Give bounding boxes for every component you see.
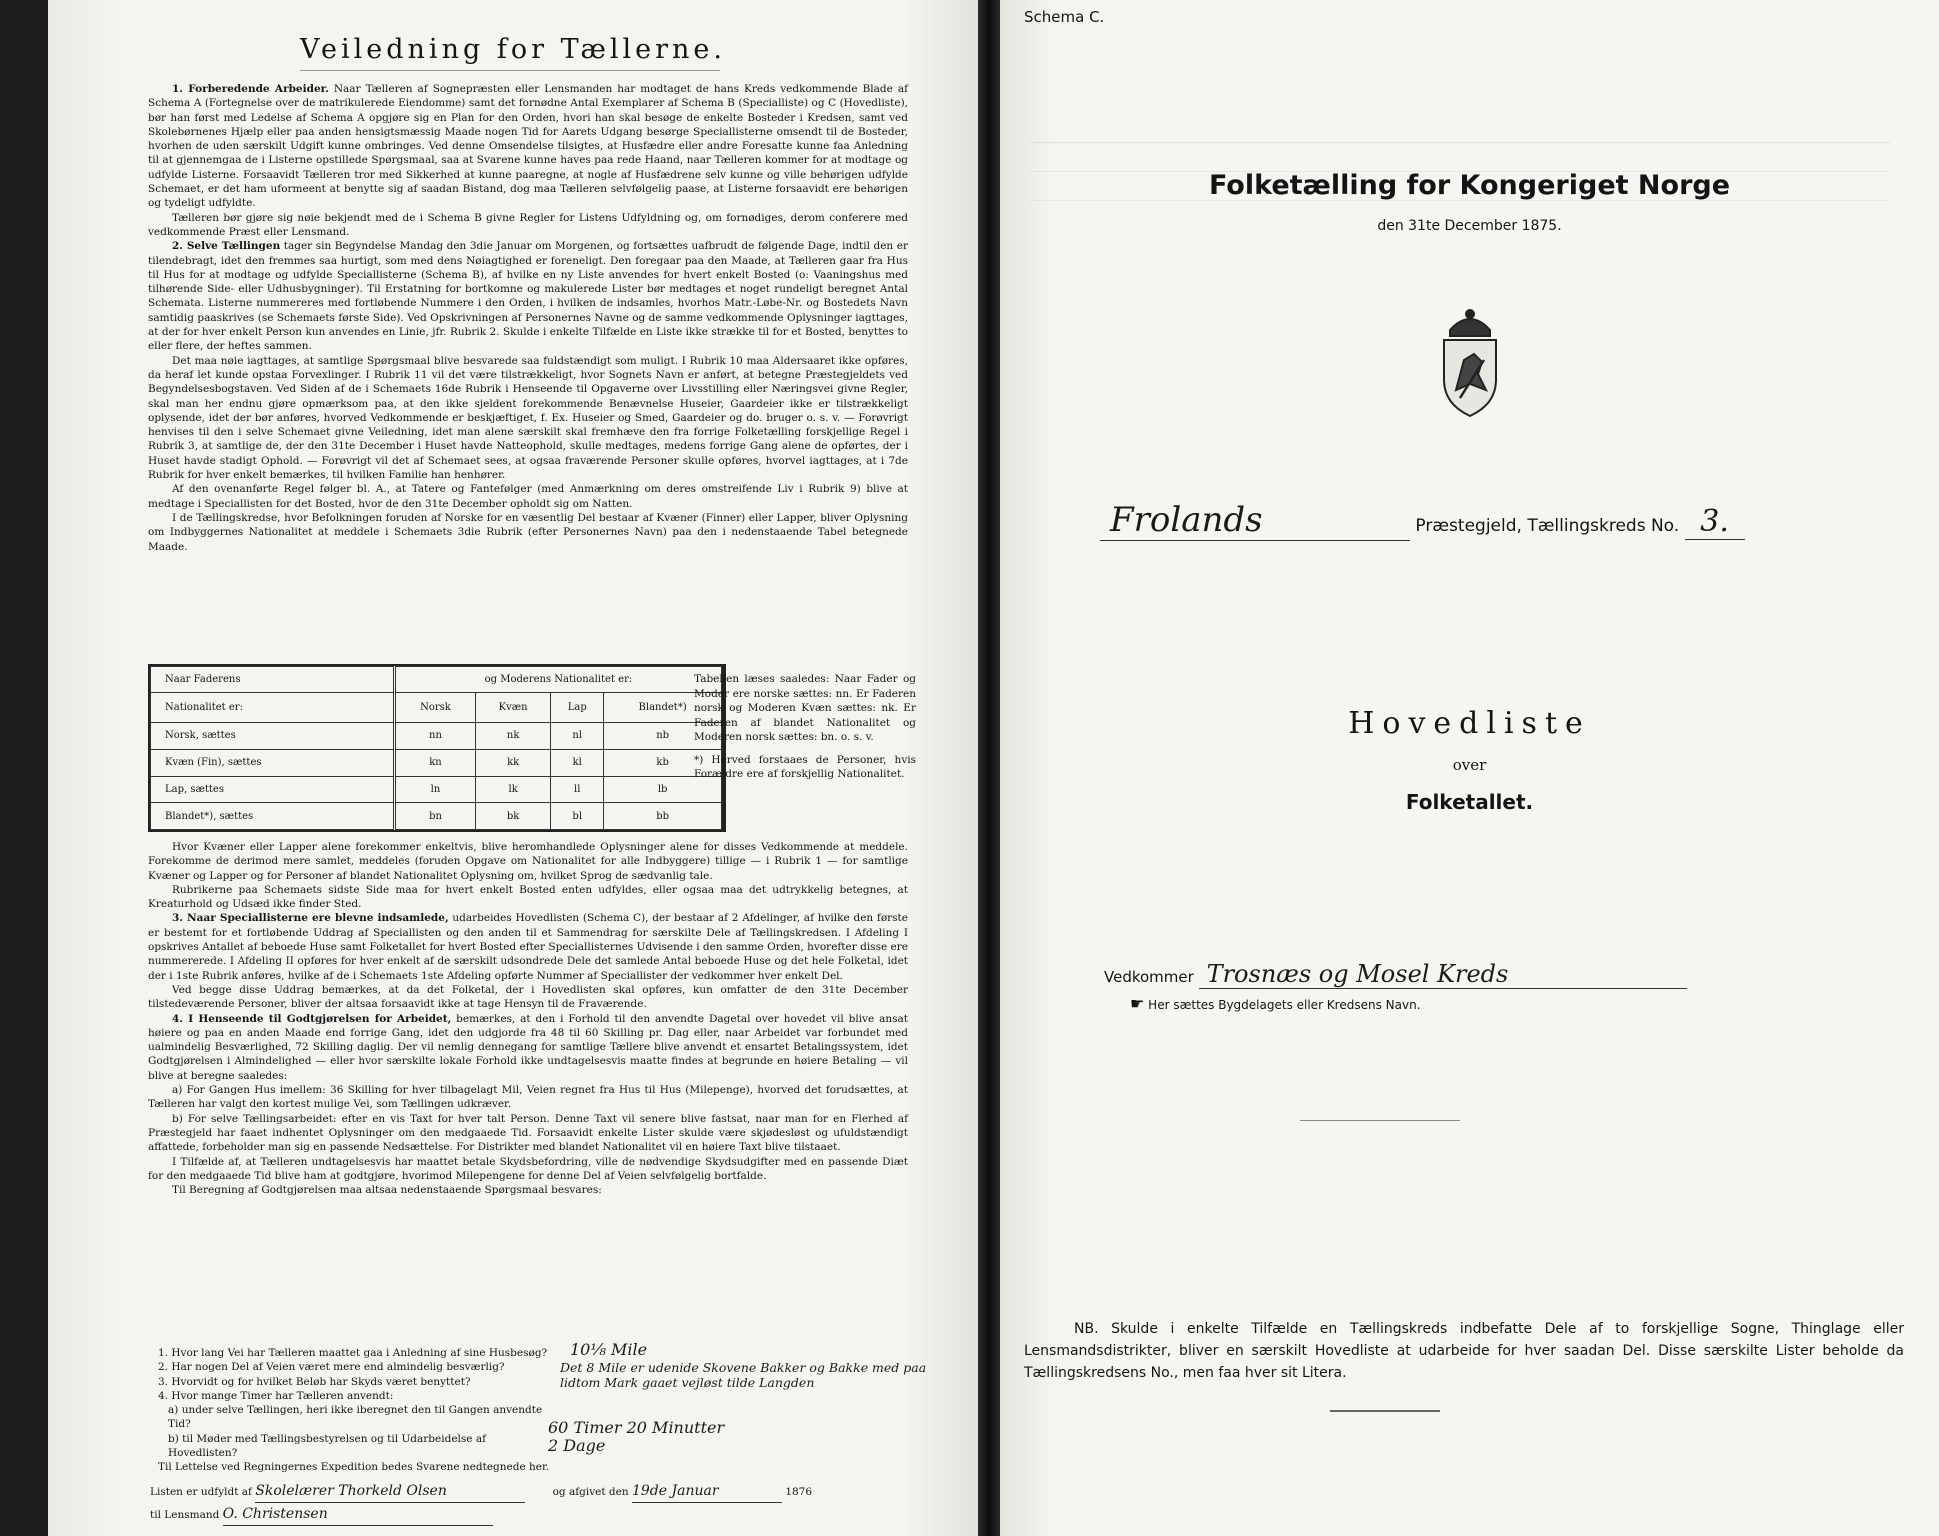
- questions-list: [158, 1346, 558, 1475]
- side-note-1: Tabellen læses saaledes: Naar Fader og Moder ere norske sættes: nn. Er Faderen norsk og Moderen Kvæn sættes: nk. Er Faderen af blandet Nationalitet og Moderen norsk sættes: bn. o. s. v.: [694, 673, 916, 743]
- vedkommer-value: Trosnæs og Mosel Kreds: [1199, 960, 1687, 989]
- table-side-note: [694, 672, 916, 782]
- answer-4b: 2 Dage: [548, 1436, 606, 1455]
- section-2-text-b: Det maa nøie iagttages, at samtlige Spørgsmaal blive besvarede saa fuldstændigt som muligt. I Rubrik 10 maa Aldersaaret ikke opføres, da heraf let kunde opstaa Forvexlinger. I Rubrik 11 vil det være tilstrækkeligt, hvor Sognets Navn er anført, at betegne Præstegjeldets ved Begyndelsesbogstaven. Ved Siden af de i Schemaets 16de Rubrik i Henseende til Opgaverne over Livsstilling eller Næringsvei givne Regler, skal man her endnu gjøre opmærksom paa, at den ikke sjeldent forekommende Benævnelse Huseier, Gaardeier ikke er tilstrækkeligt oplysende, idet der bør anføres, hvorved Vedkommende er beskjæftiget, f. Ex. Huseier og Smed, Gaardeier og do. bruger o. s. v. — Forøvrigt henvises til den i selve Schemaet givne Veiledning, idet man alene særskilt skal fremhæve den fra forrige Folketælling forskjellige Regel i Rubrik 3, at samtlige de, der den 31te December i Huset havde Natteophold, skulle medtages, medens forrige Gang alene de opførtes, der i Huset havde stadigt Ophold. — Forøvrigt vil det af Schemaet sees, at ogsaa fraværende Personer skulle opføres, hvorvel iagttages, at i 7de Rubrik for hver enkelt bemærkes, til hvilken Familie han henhører.: [148, 354, 908, 482]
- section-3-heading: 3. Naar Speciallisterne ere blevne indsamlede,: [172, 912, 449, 925]
- census-title: Folketælling for Kongeriget Norge: [1208, 170, 1731, 201]
- question-1: 1. Hvor lang Vei har Tælleren maattet gaa i Anledning af sine Husbesøg?: [158, 1347, 548, 1359]
- table-row: [151, 803, 722, 830]
- table-cell: ll: [551, 776, 604, 803]
- divider-rule: [1300, 1120, 1460, 1121]
- vedkommer-label: Vedkommer: [1104, 968, 1194, 986]
- table-row-label: Norsk, sættes: [151, 723, 395, 750]
- table-cell: nn: [394, 723, 475, 750]
- section-4-a: a) For Gangen Hus imellem: 36 Skilling for hver tilbagelagt Mil, Veien regnet fra Hus til Hus (Milepenge), hvorved det forudsættes, at Tælleren har valgt den kortest mulige Vei, som Tællingen udkræver.: [148, 1084, 908, 1111]
- section-3-text: udarbeides Hovedlisten (Schema C), der bestaar af 2 Afdelinger, af hvilke den første er bestemt for et fortløbende Uddrag af Speciallisten og den anden til et Sammendrag for særskilte Dele af Tællingskredsen. I Afdeling I opskrives Antallet af beboede Huse samt Folketallet for hvert Bosted efter Speciallisternes Udvisende i den samme Orden, hvorefter disse ere nummererede. I Afdeling II opføres for hver enkelt af de særskilt udsondrede Dele det samlede Antal beboede Huse og det hele Folketal, idet der i 1ste Rubrik anføres, hvilke af de i Schemaets 1ste Afdeling opførte Nummer af Speciallister der vedkommer hver enkelt Del.: [148, 912, 908, 982]
- answer-4a: 60 Timer 20 Minutter: [548, 1418, 725, 1437]
- nationality-table: [148, 664, 726, 832]
- table-col-header: Kvæn: [476, 693, 551, 723]
- table-col-header: Blandet*): [604, 693, 722, 723]
- answer-1: 10⅛ Mile: [570, 1340, 648, 1359]
- table-cell: kk: [476, 749, 551, 776]
- section-4-d: Til Beregning af Godtgjørelsen maa altsaa nedenstaaende Spørgsmaal besvares:: [172, 1184, 602, 1197]
- pointing-hand-icon: ☛: [1130, 994, 1145, 1013]
- title-rule: [300, 70, 720, 71]
- question-4: 4. Hvor mange Timer har Tælleren anvendt:: [158, 1389, 394, 1402]
- table-row-label: Lap, sættes: [151, 776, 395, 803]
- after-table-text: Hvor Kvæner eller Lapper alene forekommer enkeltvis, blive heromhandlede Oplysninger alene for disses Vedkommende at meddele. Forekomme de derimod mere samlet, meddeles (foruden Opgave om Nationalitet for alle Indbyggere) tillige — i Rubrik 1 — for samtlige Kvæner og Lapper og for Personer af blandet Nationalitet Oplysning om, hvilket Sprog de sædvanlig tale.: [148, 841, 908, 882]
- signature-date-label: og afgivet den: [552, 1486, 629, 1498]
- signature-year: 1876: [785, 1486, 813, 1498]
- table-cell: lk: [476, 776, 551, 803]
- main-heading: Hovedliste: [1348, 706, 1591, 741]
- table-header-father-1: Naar Faderens: [151, 667, 395, 693]
- coat-of-arms-icon: [1430, 300, 1510, 420]
- section-3-text-b: Ved begge disse Uddrag bemærkes, at da det Folketal, der i Hovedlisten skal opføres, kun omfatter de den 31te December tilstedeværende Personer, bliver der altsaa forsaavidt ikke at tage Hensyn til de Fraværende.: [148, 983, 908, 1011]
- section-1-heading: 1. Forberedende Arbeider.: [172, 83, 329, 95]
- answer-2: Det 8 Mile er udenide Skovene Bakker og Bakke med paa lidtom Mark gaaet vejløst tilde Langden: [560, 1360, 927, 1390]
- side-note-2: *) Herved forstaaes de Personer, hvis Forældre ere af forskjellig Nationalitet.: [694, 753, 916, 780]
- table-cell: bl: [551, 803, 604, 830]
- bottom-rule: [1330, 1410, 1440, 1412]
- closing-text: Til Lettelse ved Regningernes Expedition bedes Svarene nedtegnede her.: [158, 1461, 550, 1474]
- district-number: 3.: [1685, 504, 1745, 540]
- table-row: [151, 749, 722, 776]
- section-2-text-c: Af den ovenanførte Regel følger bl. A., at Tatere og Fantefølger (med Anmærkning om deres omstreifende Liv i Rubrik 9) blive at medtage i Speciallisten for det Bosted, hvor de den 31te December opholdt sig om Natten.: [148, 483, 908, 510]
- question-4a: a) under selve Tællingen, heri ikke iberegnet den til Gangen anvendte Tid?: [168, 1404, 543, 1431]
- section-2-heading: 2. Selve Tællingen: [172, 240, 281, 253]
- section-1-text: Naar Tælleren af Sognepræsten eller Lensmanden har modtaget de hans Kreds vedkommende Blade af Schema A (Fortegnelse over de matrikulerede Eiendomme) samt det fornødne Antal Exemplarer af Schema B (Specialliste) og C (Hovedliste), bør han først med Ledelse af Schema A opgjøre sig en Plan for den Orden, hvori han skal besøge de enkelte Bosteder i Kredsen, samt ved Skolebørnenes Hjælp eller paa anden hensigtsmæssig Maade nogen Tid for Aarets Udgang besørge Speciallisterne omsendt til de Bosteder, hvorhen de uden særskilt Udgift kunne ombringes. Ved denne Omsendelse tilsigtes, at Husfædre eller andre Foresatte kunne faa Anledning til at gjennemgaa de i Listerne opstillede Spørgsmaal, saa at Svarene kunne haves paa rede Haand, naar Tælleren kommer for at modtage og udfylde Listerne. Forsaavidt Tælleren tror med Sikkerhed at kunne paaregne, at nogle af Husfædrene selv kunne og ville behørigen udfylde Schemaet, er det ham uformeent at benytte sig af saadan Bistand, dog maa Tælleren selvfølgelig paase, at Listerne forsaavidt ere behørigen og tydeligt udfyldte.: [148, 83, 908, 210]
- table-row: [151, 723, 722, 750]
- signature-line-1-value: Skolelærer Thorkeld Olsen: [255, 1480, 525, 1503]
- sub-heading: Folketallet.: [1405, 790, 1534, 814]
- table-cell: kn: [394, 749, 475, 776]
- census-date: den 31te December 1875.: [1377, 218, 1562, 234]
- table-cell: ln: [394, 776, 475, 803]
- parish-line: [1100, 500, 1745, 541]
- table-cell: nk: [476, 723, 551, 750]
- over-word: over: [1452, 756, 1487, 774]
- schema-label: Schema C.: [1024, 8, 1105, 26]
- signature-line-2-value: O. Christensen: [223, 1503, 493, 1526]
- table-cell: lb: [604, 776, 722, 803]
- table-row-label: Blandet*), sættes: [151, 803, 395, 830]
- table-cell: kb: [604, 749, 722, 776]
- section-1: [148, 82, 908, 554]
- table-cell: bn: [394, 803, 475, 830]
- book-gutter: [978, 0, 1000, 1536]
- section-2-text-d: I de Tællingskredse, hvor Befolkningen foruden af Norske for en væsentlig Del bestaar af Kvæner (Finner) eller Lapper, bliver Oplysning om Indbyggernes Nationalitet at meddele i Schemaets 3die Rubrik (efter Personernes Navn) paa den i nedenstaaende Tabel betegnede Maade.: [148, 511, 908, 553]
- table-cell: bk: [476, 803, 551, 830]
- instructions-title: Veiledning for Tællerne.: [300, 34, 726, 65]
- table-cell: nb: [604, 723, 722, 750]
- table-header-mother: og Moderens Nationalitet er:: [394, 667, 721, 693]
- question-2: 2. Har nogen Del af Veien været mere end almindelig besværlig?: [158, 1361, 505, 1374]
- signature-line-1-label: Listen er udfyldt af: [150, 1486, 252, 1498]
- signature-line-2-label: til Lensmand: [150, 1509, 220, 1521]
- table-cell: kl: [551, 749, 604, 776]
- section-2-text: tager sin Begyndelse Mandag den 3die Januar om Morgenen, og fortsættes uafbrudt de følgende Dage, indtil den er tilendebragt, idet den fremmes saa hurtigt, som med dens Nøiagtighed er foreneligt. Den foregaar paa den Maade, at Tælleren gaar fra Hus til Hus for at modtage og udfylde Speciallisterne (Schema B), af hvilke en ny Liste anvendes for hvert enkelt Bosted (o: Vaaningshus med tilhørende Side- eller Udhusbygninger). Til Erstatning for bortkomne og makulerede Lister bør medtages et noget rundeligt beregnet Antal Schemata. Listerne nummereres med fortløbende Nummere i den Orden, i hvilken de indsamles, hvorhos Matr.-Løbe-Nr. og Bostedets Navn samtidig paaskrives (se Schemaets første Side). Ved Opskrivningen af Personernes Navne og de samme vedkommende Oplysninger iagttages, at der for hver enkelt Person kun anvendes en Linie, jfr. Rubrik 2. Skulde i enkelte Tilfælde en Liste ikke strække til for et Bosted, benyttes to eller flere, der heftes sammen.: [148, 240, 908, 353]
- signature-block: [150, 1480, 950, 1526]
- table-header-father-2: Nationalitet er:: [151, 693, 395, 723]
- signature-date-value: 19de Januar: [632, 1480, 782, 1503]
- table-row: [151, 776, 722, 803]
- question-3: 3. Hvorvidt og for hvilket Beløb har Skyds været benyttet?: [158, 1375, 471, 1388]
- table-col-header: Norsk: [394, 693, 475, 723]
- question-4b: b) til Møder med Tællingsbestyrelsen og til Udarbeidelse af Hovedlisten?: [168, 1432, 486, 1460]
- nb-note: [1024, 1318, 1904, 1384]
- table-cell: bb: [604, 803, 722, 830]
- section-1-text-b: Tælleren bør gjøre sig nøie bekjendt med de i Schema B givne Regler for Listens Udfyldning og, om fornødiges, derom conferere med vedkommende Præst eller Lensmand.: [148, 211, 908, 238]
- section-4-heading: 4. I Henseende til Godtgjørelsen for Arbeidet,: [172, 1012, 452, 1025]
- table-col-header: Lap: [551, 693, 604, 723]
- pointer-note-line: [1130, 994, 1421, 1013]
- parish-label: Præstegjeld, Tællingskreds No.: [1415, 516, 1680, 536]
- parish-name: Frolands: [1100, 500, 1410, 541]
- vedkommer-line: [1104, 960, 1687, 989]
- section-4-b: b) For selve Tællingsarbeidet: efter en vis Taxt for hver talt Person. Denne Taxt vil senere blive fastsat, naar man for en Flerhed af Præstegjeld har faaet indhentet Oplysninger om den medgaaede Tid. Forsaavidt enkelte Lister skulde være skjødesløst og ufuldstændigt affattede, forbeholder man sig en passende Nedsættelse. For Distrikter med blandet Nationalitet vil en høiere Taxt blive tilstaaet.: [148, 1112, 908, 1154]
- after-table-text-b: Rubrikerne paa Schemaets sidste Side maa for hvert enkelt Bosted enten udfyldes, eller ogsaa maa det udtrykkelig betegnes, at Kreaturhold og Udsæd ikke finder Sted.: [148, 883, 908, 911]
- pointer-note: Her sættes Bygdelagets eller Kredsens Navn.: [1148, 998, 1421, 1012]
- table-cell: nl: [551, 723, 604, 750]
- section-4-c: I Tilfælde af, at Tælleren undtagelsesvis har maattet betale Skydsbefordring, ville de nødvendige Skydsudgifter med en passende Diæt for den medgaaede Tid blive ham at godtgjøre, hvorimod Milepengene for denne Del af Veien selvfølgelig bortfalde.: [148, 1155, 908, 1182]
- section-4-text: bemærkes, at den i Forhold til den anvendte Dagetal over hovedet vil blive ansat høiere og paa en anden Maade end forrige Gang, idet den udgjorde fra 48 til 60 Skilling pr. Dag eller, naar Arbeidet var forbundet med ualmindelig Besværlighed, 72 Skilling daglig. Der vil nemlig dennegang for samtlige Tællere blive anvendt et ensartet Betalingssystem, idet Godtgjørelsen i Almindelighed — eller hvor særskilte lokale Forhold ikke undtagelsesvis maatte findes at begrunde en høiere Betaling — vil blive at beregne saaledes:: [148, 1012, 909, 1082]
- table-row-label: Kvæn (Fin), sættes: [151, 749, 395, 776]
- sections-3-4: [148, 840, 908, 1197]
- nb-text: NB. Skulde i enkelte Tilfælde en Tællingskreds indbefatte Dele af to forskjellige Sogne, Thinglage eller Lensmandsdistrikter, bliver en særskilt Hovedliste at udarbeide for hver saadan Del. Disse særskilte Lister beholde da Tællingskredsens No., men faa hver sit Litera.: [1024, 1321, 1904, 1381]
